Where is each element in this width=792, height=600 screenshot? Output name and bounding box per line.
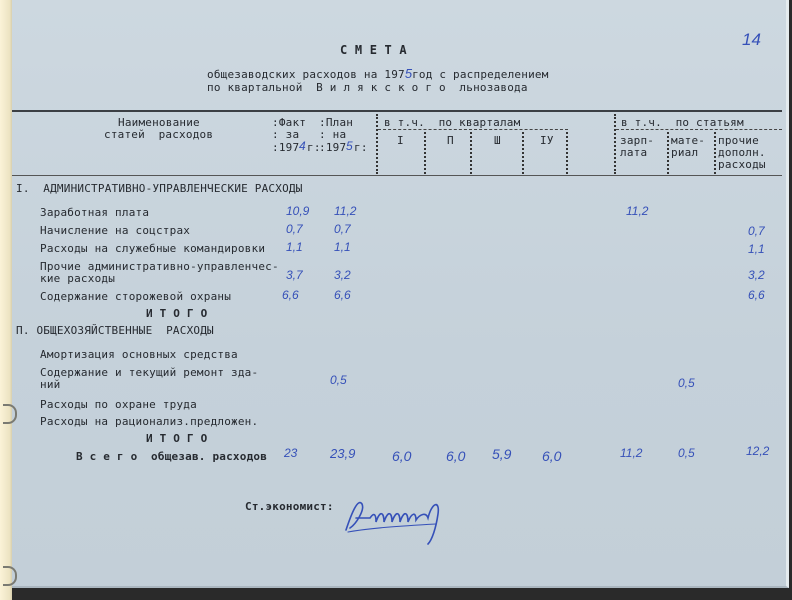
binder-ring	[3, 404, 17, 424]
q4-total: 6,0	[542, 448, 562, 464]
plan-value: 6,6	[334, 288, 351, 302]
document-subtitle: общезаводских расходов на 1975год с распределением	[207, 66, 549, 81]
table-top-rule	[12, 110, 782, 112]
page-number: 14	[742, 30, 761, 49]
column-header-q1: I	[397, 134, 404, 147]
column-header-fact: :Факт	[272, 116, 307, 129]
column-header-salary: зарп-	[620, 134, 655, 147]
table-header-bottom-rule	[12, 175, 782, 176]
row-name: Содержание сторожевой охраны	[40, 290, 232, 303]
fact-value: 0,7	[286, 222, 303, 236]
column-separator	[614, 114, 616, 174]
row-name: Амортизация основных средства	[40, 348, 238, 361]
column-header-salary: лата	[620, 146, 648, 159]
other-value: 6,6	[748, 288, 765, 302]
column-header-fact: : за	[272, 128, 300, 141]
other-value: 3,2	[748, 268, 765, 282]
column-separator	[470, 132, 472, 174]
column-header-quarters: в т.ч. по кварталам	[384, 116, 521, 129]
row-name: Расходы на служебные командировки	[40, 242, 266, 255]
column-header-name: Наименование	[118, 116, 200, 129]
signature-label: Ст.экономист:	[245, 500, 334, 513]
column-header-q3: Ш	[494, 134, 501, 147]
handwritten-signature	[340, 492, 460, 548]
column-header-articles: в т.ч. по статьям	[621, 116, 744, 129]
fact-value: 6,6	[282, 288, 299, 302]
fact-value: 3,7	[286, 268, 303, 282]
quarters-rule	[378, 129, 568, 130]
material-total: 0,5	[678, 446, 695, 460]
binding-margin	[0, 0, 12, 600]
row-name: ний	[40, 378, 61, 391]
column-header-name: статей расходов	[104, 128, 214, 141]
row-name: Начисление на соцстрах	[40, 224, 191, 237]
column-header-q2: П	[447, 134, 454, 147]
plan-value: 0,7	[334, 222, 351, 236]
column-header-fact-year: 4	[299, 139, 306, 153]
column-separator	[522, 132, 524, 174]
column-header-plan: : на	[319, 128, 347, 141]
section-total-label: И Т О Г О	[146, 432, 208, 445]
salary-value: 11,2	[626, 204, 649, 218]
column-header-material: мате-	[671, 134, 706, 147]
section-title: П. ОБЩЕХОЗЯЙСТВЕННЫЕ РАСХОДЫ	[16, 324, 214, 337]
column-header-other: расходы	[718, 158, 766, 171]
row-name: Расходы на рационализ.предложен.	[40, 415, 259, 428]
material-value: 0,5	[678, 376, 695, 390]
section-title: I. АДМИНИСТРАТИВНО-УПРАВЛЕНЧЕСКИЕ РАСХОДЫ	[16, 182, 303, 195]
salary-total: 11,2	[620, 446, 643, 460]
fact-value: 10,9	[286, 204, 310, 218]
column-header-q4: IУ	[540, 134, 554, 147]
q3-total: 5,9	[492, 446, 512, 462]
section-total-label: И Т О Г О	[146, 307, 208, 320]
column-separator	[714, 132, 716, 174]
plan-value: 1,1	[334, 240, 351, 254]
document-title: С М Е Т А	[340, 43, 407, 57]
column-header-material: риал	[671, 146, 699, 159]
plan-value: 11,2	[334, 204, 357, 218]
fact-value: 1,1	[286, 240, 303, 254]
column-header-plan-year: 5	[346, 139, 353, 153]
column-header-plan: г:	[354, 141, 368, 154]
binder-ring	[3, 566, 17, 586]
other-value: 0,7	[748, 224, 765, 238]
column-separator	[424, 132, 426, 174]
column-header-other: дополн.	[718, 146, 766, 159]
q2-total: 6,0	[446, 448, 466, 464]
plan-total: 23,9	[330, 446, 356, 461]
document-subtitle-2: по квартальной В и л я к с к о г о льнозавода	[207, 81, 528, 94]
column-header-fact: :197	[272, 141, 300, 154]
grand-total-label: В с е г о общезав. расходов	[76, 450, 268, 463]
articles-rule	[616, 129, 782, 130]
row-name: Прочие административно-управленчес-	[40, 260, 279, 273]
plan-value: 0,5	[330, 373, 347, 387]
row-name: кие расходы	[40, 272, 116, 285]
column-separator	[566, 132, 568, 174]
q1-total: 6,0	[392, 448, 412, 464]
handwritten-year: 5	[404, 66, 413, 81]
fact-total: 23	[284, 446, 298, 460]
column-header-plan: :План	[319, 116, 354, 129]
column-separator	[376, 114, 378, 174]
plan-value: 3,2	[334, 268, 351, 282]
column-header-plan: :197	[319, 141, 347, 154]
row-name: Заработная плата	[40, 206, 150, 219]
column-separator	[667, 132, 669, 174]
other-total: 12,2	[746, 444, 770, 458]
row-name: Расходы по охране труда	[40, 398, 197, 411]
row-name: Содержание и текущий ремонт зда-	[40, 366, 259, 379]
column-header-other: прочие	[718, 134, 759, 147]
other-value: 1,1	[748, 242, 765, 256]
column-header-fact: г:	[307, 141, 321, 154]
